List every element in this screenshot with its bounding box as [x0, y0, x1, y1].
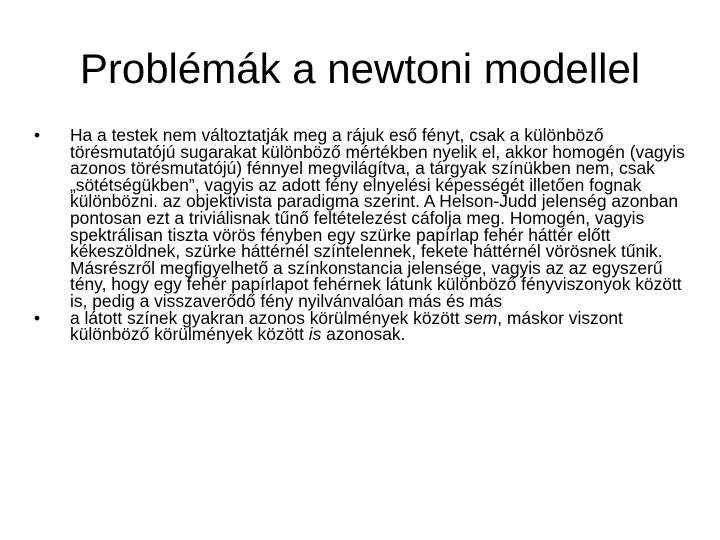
bullet-text-part: a látott színek gyakran azonos körülmények között: [70, 307, 465, 328]
bullet-text-part: , máskor viszont különböző körülmények között: [70, 307, 623, 345]
bullet-text-part: azonosak.: [321, 324, 406, 345]
slide-title: Problémák a newtoni modellel: [79, 45, 641, 92]
bullet-marker: •: [34, 307, 41, 328]
bullet-text-italic: sem: [464, 307, 498, 328]
bullet-text-italic: is: [308, 324, 322, 345]
bullet-list: [34, 127, 694, 343]
bullet-item: [34, 127, 694, 310]
bullet-marker: •: [34, 125, 41, 145]
bullet-item: [34, 307, 694, 345]
bullet-text: Ha a testek nem változtatják meg a rájuk eső fényt, csak a különböző törésmutatójú sugarakat különböző mértékben nyelik el, akkor homogén (vagyis azonos törésmutatójú) fénnyel megvilágítva, a tárgyak színükben nem, csak „sötétségükben”, vagyis az adott fény elnyelési képességét illetően fognak különbözni. az objektivista paradigma szerint. A Helson-Judd jelenség azonban pontosan ezt a triviálisnak tűnő feltételezést cáfolja meg. Homogén, vagyis spektrálisan tiszta vörös fényben egy szürke papírlap fehér háttér előtt kékeszöldnek, szürke háttérnél színtelennek, fekete háttérnél vörösnek tűnik. Másrészről megfigyelhető a színkonstancia jelensége, vagyis az az egyszerű tény, hogy egy fehér papírlapot fehérnek látunk különböző fényviszonyok között is, pedig a visszaverődő fény nyilvánvalóan más és más: [70, 125, 685, 311]
